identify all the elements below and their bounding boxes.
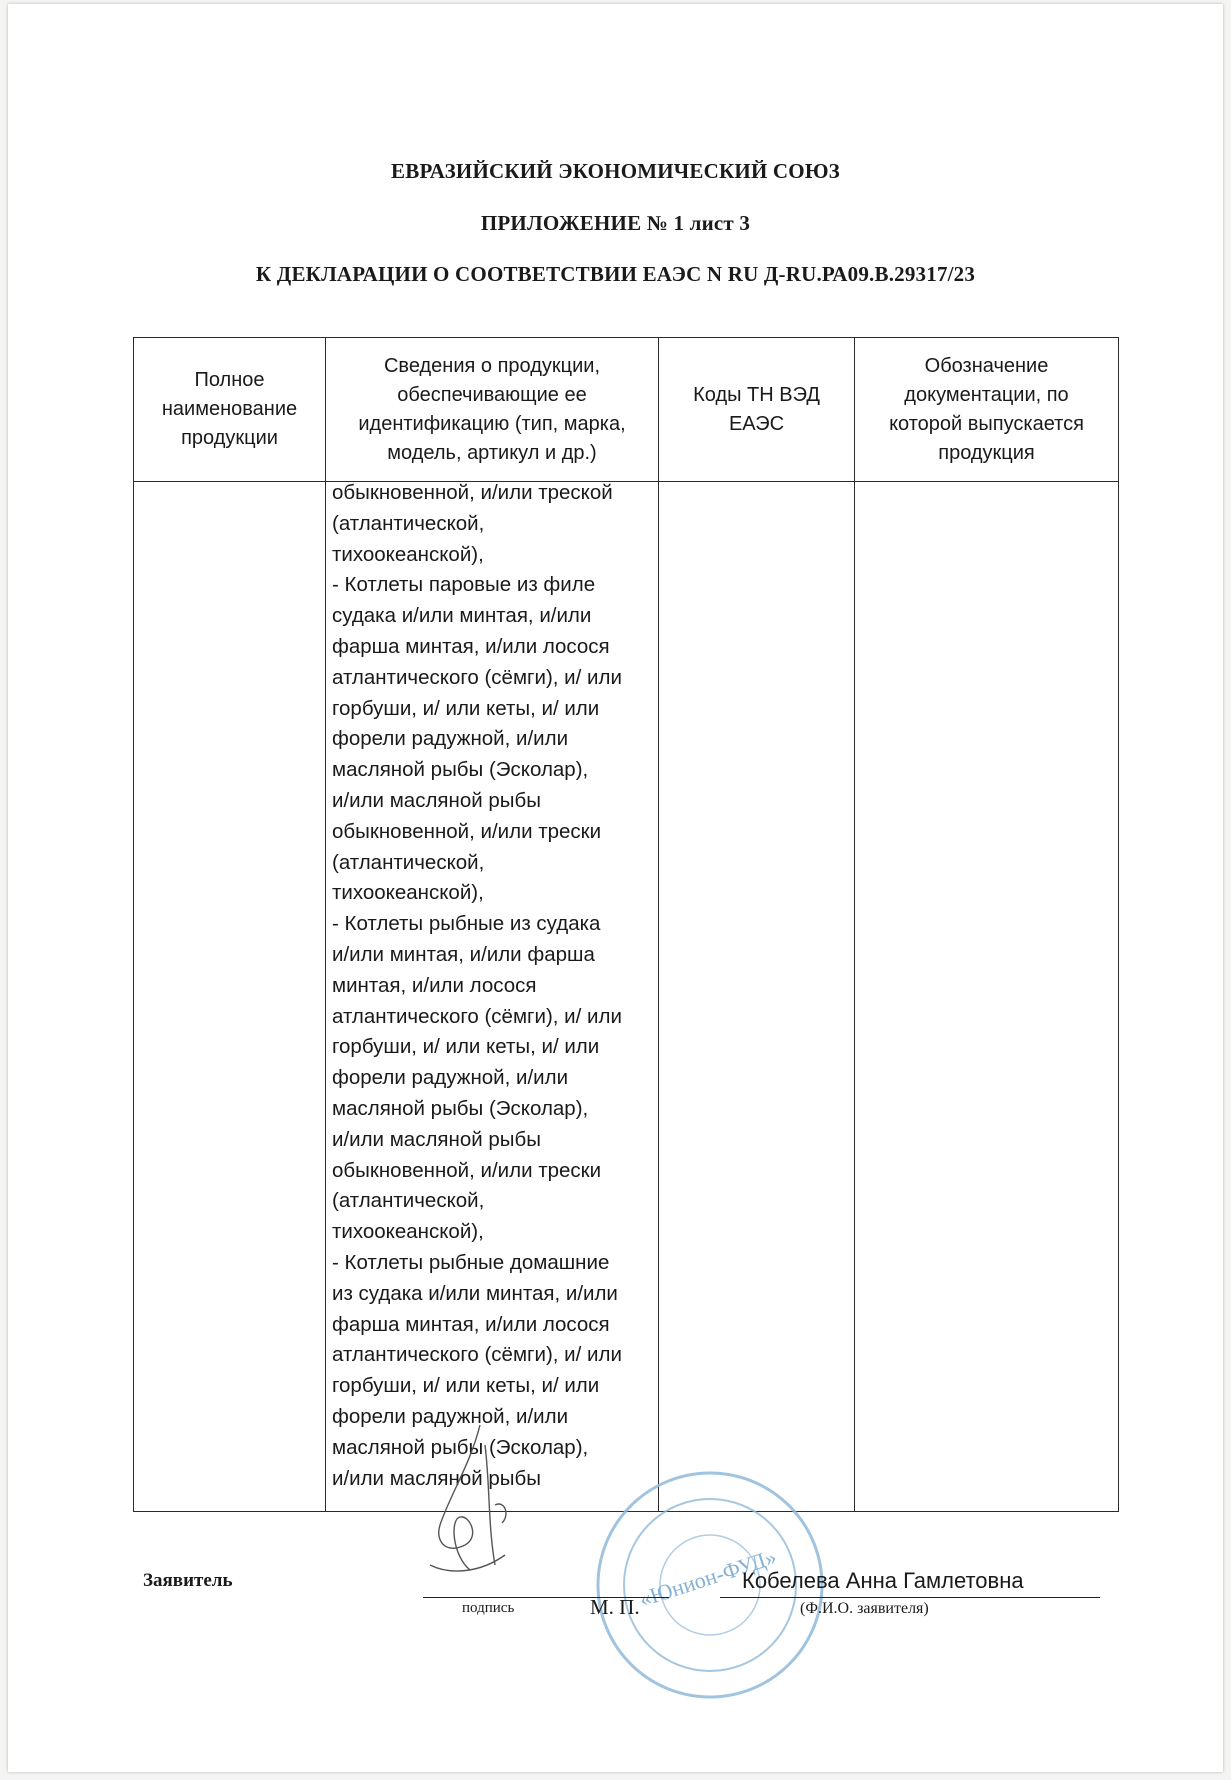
- union-title: ЕВРАЗИЙСКИЙ ЭКОНОМИЧЕСКИЙ СОЮЗ: [391, 159, 840, 183]
- column-header-documentation: [855, 338, 1119, 482]
- name-line: [720, 1597, 1100, 1598]
- description-line: из судака и/или минтая, и/или: [332, 1281, 618, 1305]
- description-line: фарша минтая, и/или лосося: [332, 634, 610, 658]
- header-line: которой выпускается: [889, 412, 1084, 435]
- description-line: (атлантической,: [332, 1189, 485, 1213]
- product-table: [133, 337, 1119, 1512]
- description-line: - Котлеты рыбные домашние: [332, 1250, 610, 1274]
- description-line: масляной рыбы (Эсколар),: [332, 1435, 589, 1459]
- description-line: масляной рыбы (Эсколар),: [332, 1096, 589, 1120]
- header-line: наименование: [161, 398, 298, 420]
- description-line: атлантического (сёмги), и/ или: [332, 665, 622, 689]
- description-line: тихоокеанской),: [332, 1220, 484, 1244]
- header-line: продукция: [938, 441, 1035, 464]
- signature-caption: подпись: [462, 1600, 515, 1616]
- header-line: Коды ТН ВЭД: [693, 383, 820, 406]
- header-line: Сведения о продукции,: [383, 354, 600, 377]
- description-line: и/или масляной рыбы: [332, 788, 541, 812]
- description-line: (атлантической,: [332, 850, 485, 874]
- product-description: [326, 478, 658, 1494]
- header-line: Обозначение: [924, 354, 1049, 377]
- description-line: - Котлеты рыбные из судака: [332, 912, 601, 936]
- description-line: атлантического (сёмги), и/ или: [332, 1343, 622, 1367]
- description-line: горбуши, и/ или кеты, и/ или: [332, 1035, 600, 1059]
- description-line: форели радужной, и/или: [332, 1066, 569, 1090]
- description-line: масляной рыбы (Эсколар),: [332, 758, 589, 782]
- seal-label: М. П.: [590, 1595, 640, 1619]
- description-line: обыкновенной, и/или трески: [332, 819, 602, 843]
- description-line: тихоокеанской),: [332, 542, 484, 566]
- declaration-title: К ДЕКЛАРАЦИИ О СООТВЕТСТВИИ ЕАЭС N RU Д-RU.РА09.В.29317/23: [255, 262, 976, 286]
- column-header-product-name: [134, 338, 326, 482]
- description-line: судака и/или минтая, и/или: [332, 604, 592, 628]
- description-line: тихоокеанской),: [332, 881, 484, 905]
- cell-product-name: [134, 482, 326, 1512]
- signature-image: [410, 1405, 550, 1595]
- description-line: обыкновенной, и/или треской: [332, 481, 613, 504]
- description-line: фарша минтая, и/или лосося: [332, 1312, 610, 1336]
- description-line: и/или масляной рыбы: [332, 1127, 541, 1151]
- table-row: [134, 482, 1119, 1512]
- description-line: минтая, и/или лосося: [332, 973, 537, 997]
- appendix-title: ПРИЛОЖЕНИЕ № 1 лист 3: [480, 211, 751, 235]
- applicant-name: Кобелева Анна Гамлетовна: [742, 1568, 1024, 1593]
- seal-text: «Юнион-ФУД»: [636, 1543, 780, 1612]
- cell-tnved-codes: [659, 482, 855, 1512]
- applicant-label: Заявитель: [143, 1570, 233, 1591]
- header-line: Полное: [194, 369, 265, 391]
- column-header-tnved-codes: [659, 338, 855, 482]
- cell-documentation: [855, 482, 1119, 1512]
- name-caption: (Ф.И.О. заявителя): [800, 1600, 929, 1617]
- table-header-row: [134, 338, 1119, 482]
- header-line: документации, по: [904, 383, 1069, 406]
- description-line: горбуши, и/ или кеты, и/ или: [332, 1374, 600, 1398]
- header-line: модель, артикул и др.): [387, 441, 597, 464]
- description-line: (атлантической,: [332, 511, 485, 535]
- description-line: и/или масляной рыбы: [332, 1466, 541, 1490]
- description-line: форели радужной, и/или: [332, 1404, 569, 1428]
- cell-product-info: [326, 482, 659, 1512]
- header-line: идентификацию (тип, марка,: [358, 412, 626, 435]
- description-line: и/или минтая, и/или фарша: [332, 942, 595, 966]
- description-line: форели радужной, и/или: [332, 727, 569, 751]
- header-line: ЕАЭС: [728, 412, 785, 435]
- column-header-product-info: [326, 338, 659, 482]
- header-line: продукции: [181, 427, 278, 449]
- description-line: - Котлеты паровые из филе: [332, 573, 596, 597]
- header-line: обеспечивающие ее: [397, 383, 587, 406]
- description-line: атлантического (сёмги), и/ или: [332, 1004, 622, 1028]
- description-line: обыкновенной, и/или трески: [332, 1158, 602, 1182]
- description-line: горбуши, и/ или кеты, и/ или: [332, 696, 600, 720]
